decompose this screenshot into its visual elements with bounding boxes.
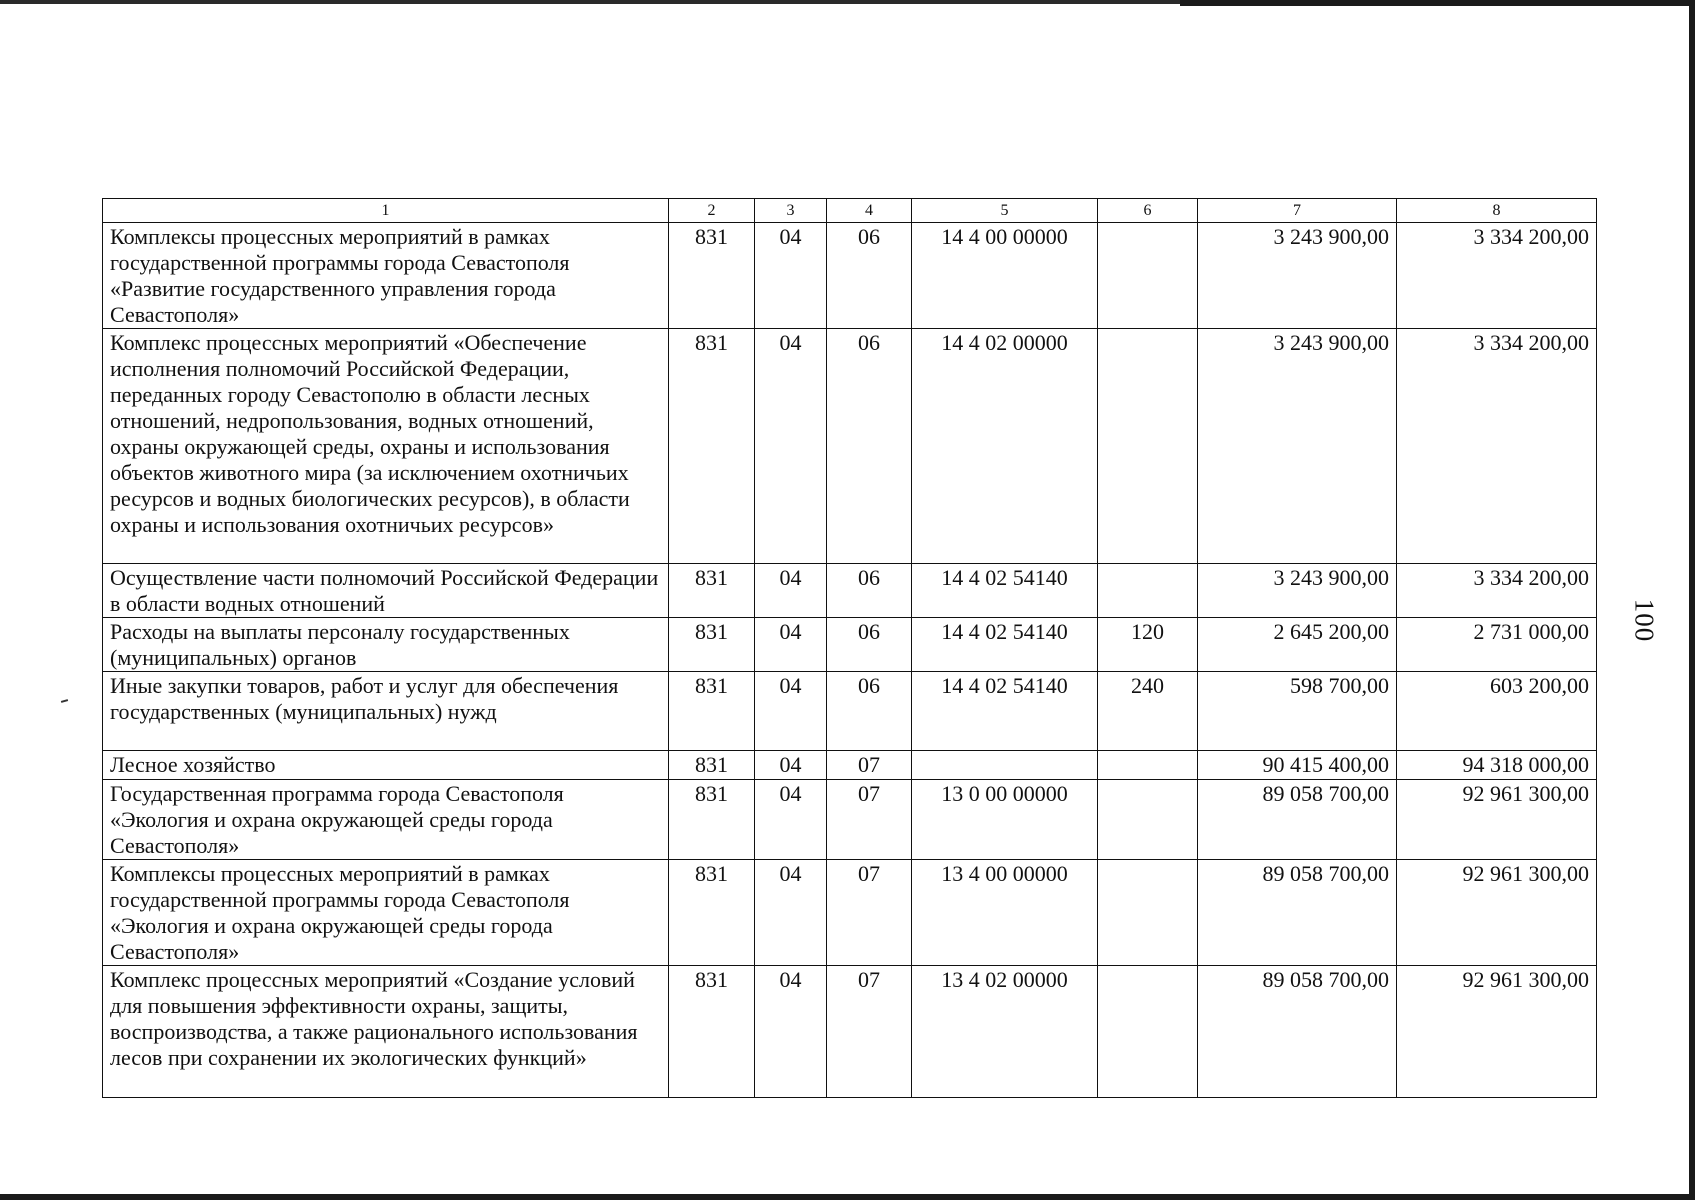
target-article-code: 13 0 00 00000 <box>912 780 1098 860</box>
section-code: 04 <box>755 751 827 780</box>
budget-table <box>102 198 1597 1098</box>
column-number: 5 <box>912 199 1098 223</box>
ministry-code: 831 <box>669 329 755 564</box>
target-article-code: 14 4 02 54140 <box>912 564 1098 618</box>
ministry-code: 831 <box>669 618 755 672</box>
amount-year-2: 2 731 000,00 <box>1397 618 1597 672</box>
column-number: 7 <box>1198 199 1397 223</box>
amount-year-1: 90 415 400,00 <box>1198 751 1397 780</box>
amount-year-1: 3 243 900,00 <box>1198 564 1397 618</box>
ministry-code: 831 <box>669 780 755 860</box>
table-row <box>103 564 1597 618</box>
amount-year-2: 92 961 300,00 <box>1397 860 1597 966</box>
ministry-code: 831 <box>669 672 755 751</box>
column-number: 4 <box>827 199 912 223</box>
target-article-code: 13 4 02 00000 <box>912 966 1098 1098</box>
expense-type-code: 240 <box>1098 672 1198 751</box>
item-name: Комплекс процессных мероприятий «Обеспечение исполнения полномочий Российской Федерации, переданных городу Севастополю в области лесных отношений, недропользования, водных отношений, охраны окружающей среды, охраны и использования объектов животного мира (за исключением охотничьих ресурсов и водных биологических ресурсов), в области охраны и использования охотничьих ресурсов» <box>103 329 669 564</box>
target-article-code: 13 4 00 00000 <box>912 860 1098 966</box>
target-article-code: 14 4 02 54140 <box>912 618 1098 672</box>
table-row <box>103 751 1597 780</box>
column-number: 6 <box>1098 199 1198 223</box>
amount-year-2: 92 961 300,00 <box>1397 780 1597 860</box>
amount-year-2: 3 334 200,00 <box>1397 223 1597 329</box>
item-name: Комплекс процессных мероприятий «Создание условий для повышения эффективности охраны, защиты, воспроизводства, а также рационального использования лесов при сохранении их экологических функций» <box>103 966 669 1098</box>
column-number: 2 <box>669 199 755 223</box>
column-number: 1 <box>103 199 669 223</box>
column-number: 3 <box>755 199 827 223</box>
item-name: Осуществление части полномочий Российской Федерации в области водных отношений <box>103 564 669 618</box>
section-code: 04 <box>755 860 827 966</box>
section-code: 04 <box>755 966 827 1098</box>
item-name: Комплексы процессных мероприятий в рамках государственной программы города Севастополя «Развитие государственного управления города Севастополя» <box>103 223 669 329</box>
subsection-code: 07 <box>827 966 912 1098</box>
amount-year-1: 2 645 200,00 <box>1198 618 1397 672</box>
subsection-code: 06 <box>827 223 912 329</box>
column-number-row <box>103 199 1597 223</box>
section-code: 04 <box>755 618 827 672</box>
amount-year-1: 89 058 700,00 <box>1198 780 1397 860</box>
amount-year-2: 603 200,00 <box>1397 672 1597 751</box>
table-row <box>103 780 1597 860</box>
amount-year-1: 3 243 900,00 <box>1198 329 1397 564</box>
target-article-code: 14 4 02 00000 <box>912 329 1098 564</box>
target-article-code: 14 4 00 00000 <box>912 223 1098 329</box>
subsection-code: 06 <box>827 618 912 672</box>
item-name: Иные закупки товаров, работ и услуг для обеспечения государственных (муниципальных) нужд <box>103 672 669 751</box>
subsection-code: 07 <box>827 751 912 780</box>
subsection-code: 06 <box>827 672 912 751</box>
subsection-code: 07 <box>827 860 912 966</box>
item-name: Лесное хозяйство <box>103 751 669 780</box>
section-code: 04 <box>755 672 827 751</box>
expense-type-code <box>1098 564 1198 618</box>
ministry-code: 831 <box>669 564 755 618</box>
scan-edge-top-right <box>1180 0 1695 6</box>
section-code: 04 <box>755 780 827 860</box>
table-row <box>103 966 1597 1098</box>
expense-type-code <box>1098 751 1198 780</box>
amount-year-1: 89 058 700,00 <box>1198 966 1397 1098</box>
table-row <box>103 223 1597 329</box>
expense-type-code <box>1098 860 1198 966</box>
expense-type-code <box>1098 223 1198 329</box>
scan-edge-bottom <box>0 1194 1695 1200</box>
subsection-code: 06 <box>827 564 912 618</box>
section-code: 04 <box>755 223 827 329</box>
target-article-code: 14 4 02 54140 <box>912 672 1098 751</box>
page-number: 100 <box>1629 598 1660 643</box>
table-row <box>103 329 1597 564</box>
amount-year-1: 3 243 900,00 <box>1198 223 1397 329</box>
subsection-code: 06 <box>827 329 912 564</box>
expense-type-code <box>1098 966 1198 1098</box>
amount-year-2: 3 334 200,00 <box>1397 564 1597 618</box>
stray-mark <box>61 699 68 703</box>
amount-year-2: 94 318 000,00 <box>1397 751 1597 780</box>
amount-year-1: 598 700,00 <box>1198 672 1397 751</box>
table-row <box>103 618 1597 672</box>
ministry-code: 831 <box>669 860 755 966</box>
ministry-code: 831 <box>669 223 755 329</box>
expense-type-code <box>1098 329 1198 564</box>
amount-year-2: 3 334 200,00 <box>1397 329 1597 564</box>
expense-type-code <box>1098 780 1198 860</box>
section-code: 04 <box>755 564 827 618</box>
item-name: Расходы на выплаты персоналу государственных (муниципальных) органов <box>103 618 669 672</box>
table-row <box>103 860 1597 966</box>
table-row <box>103 672 1597 751</box>
subsection-code: 07 <box>827 780 912 860</box>
amount-year-2: 92 961 300,00 <box>1397 966 1597 1098</box>
ministry-code: 831 <box>669 751 755 780</box>
scan-edge-right <box>1689 0 1695 1200</box>
target-article-code <box>912 751 1098 780</box>
amount-year-1: 89 058 700,00 <box>1198 860 1397 966</box>
ministry-code: 831 <box>669 966 755 1098</box>
item-name: Государственная программа города Севастополя «Экология и охрана окружающей среды города Севастополя» <box>103 780 669 860</box>
expense-type-code: 120 <box>1098 618 1198 672</box>
section-code: 04 <box>755 329 827 564</box>
column-number: 8 <box>1397 199 1597 223</box>
item-name: Комплексы процессных мероприятий в рамках государственной программы города Севастополя «Экология и охрана окружающей среды города Севастополя» <box>103 860 669 966</box>
